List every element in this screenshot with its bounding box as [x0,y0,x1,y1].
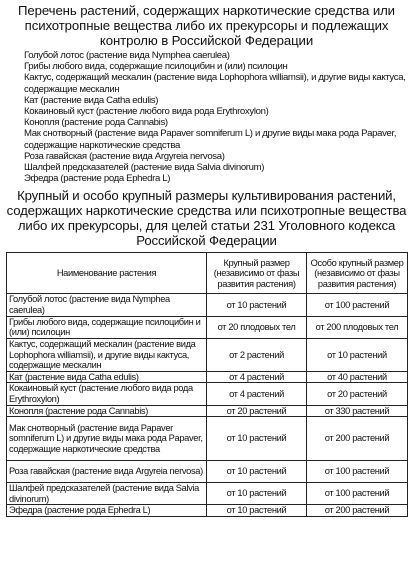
list-item: Роза гавайская (растение вида Argyreia nervosa) [24,150,225,162]
table-row [7,338,408,371]
especially-large-size-cell: от 200 растений [307,417,408,461]
plant-name-cell: Грибы любого вида, содержащие псилоцибин и (или) псилоцин [7,316,207,338]
plant-name-cell: Шалфей предсказателей (растение вида Salvia divinorum) [7,483,207,505]
column-header-large-size: Крупный размер (независимо от фазы развития растения) [207,253,307,294]
especially-large-size-cell: от 200 растений [307,505,408,517]
plant-name-cell: Кат (растение вида Catha edulis) [7,371,207,383]
column-header-especially-large-size: Особо крупный размер (независимо от фазы развития растения) [307,253,408,294]
plant-name-cell: Конопля (растение рода Cannabis) [7,405,207,417]
table-header-row [7,253,408,294]
table-title: Крупный и особо крупный размеры культивирования растений, содержащих наркотические средства или психотропные вещества либо их прекурсоры, для целей статьи 231 Уголовного кодекса Российской Федерации [6,188,407,249]
large-size-cell: от 4 растений [207,371,307,383]
plant-name-cell: Мак снотворный (растение вида Papaver somniferum L) и другие виды мака рода Papaver, содержащие наркотические средства [7,417,207,461]
list-item: Грибы любого вида, содержащие псилоцибин и (или) псилоцин [24,61,288,73]
plant-name-cell: Эфедра (растение рода Ephedra L) [7,505,207,517]
list-item: Кокаиновый куст (растение любого вида рода Erythroxylon) [24,106,269,118]
large-size-cell: от 10 растений [207,483,307,505]
table-row [7,417,408,461]
list-item: Кактус, содержащий мескалин (растение вида Lophophora williamsii), и другие виды кактуса, содержащие мескалин [24,72,406,95]
table-row [7,505,408,517]
large-size-cell: от 20 плодовых тел [207,316,307,338]
list-item: Конопля (растение рода Cannabis) [24,117,168,129]
large-size-cell: от 10 растений [207,461,307,483]
list-item: Эфедра (растение рода Ephedra L) [24,173,171,185]
list-item: Шалфей предсказателей (растение вида Salvia divinorum) [24,162,265,174]
especially-large-size-cell: от 40 растений [307,371,408,383]
plant-name-cell: Кактус, содержащий мескалин (растение вида Lophophora williamsii), и другие виды кактуса, содержащие мескалин [7,338,207,371]
table-row [7,371,408,383]
plant-name-cell: Кокаиновый куст (растение любого вида рода Erythroxylon) [7,383,207,405]
table-row [7,383,408,405]
cultivation-size-table [6,252,408,517]
table-row [7,316,408,338]
large-size-cell: от 10 растений [207,294,307,316]
table-row [7,461,408,483]
especially-large-size-cell: от 200 плодовых тел [307,316,408,338]
plant-name-cell: Роза гавайская (растение вида Argyreia nervosa) [7,461,207,483]
list-item: Мак снотворный (растение вида Papaver somniferum L) и другие виды мака рода Papaver, содержащие наркотические средства [24,128,397,151]
large-size-cell: от 10 растений [207,505,307,517]
large-size-cell: от 10 растений [207,417,307,461]
especially-large-size-cell: от 100 растений [307,483,408,505]
especially-large-size-cell: от 20 растений [307,383,408,405]
table-row [7,405,408,417]
large-size-cell: от 4 растений [207,383,307,405]
list-title: Перечень растений, содержащих наркотические средства или психотропные вещества либо их прекурсоры и подлежащих контролю в Российской Федерации [18,3,395,48]
list-item: Кат (растение вида Catha edulis) [24,94,159,106]
table-row [7,294,408,316]
table-row [7,483,408,505]
especially-large-size-cell: от 330 растений [307,405,408,417]
especially-large-size-cell: от 100 растений [307,294,408,316]
list-item: Голубой лотос (растение вида Nymphea caerulea) [24,50,230,61]
plant-list [24,50,407,184]
large-size-cell: от 20 растений [207,405,307,417]
column-header-plant-name: Наименование растения [7,253,207,294]
plant-name-cell: Голубой лотос (растение вида Nymphea caerulea) [7,294,207,316]
especially-large-size-cell: от 100 растений [307,461,408,483]
large-size-cell: от 2 растений [207,338,307,371]
especially-large-size-cell: от 10 растений [307,338,408,371]
